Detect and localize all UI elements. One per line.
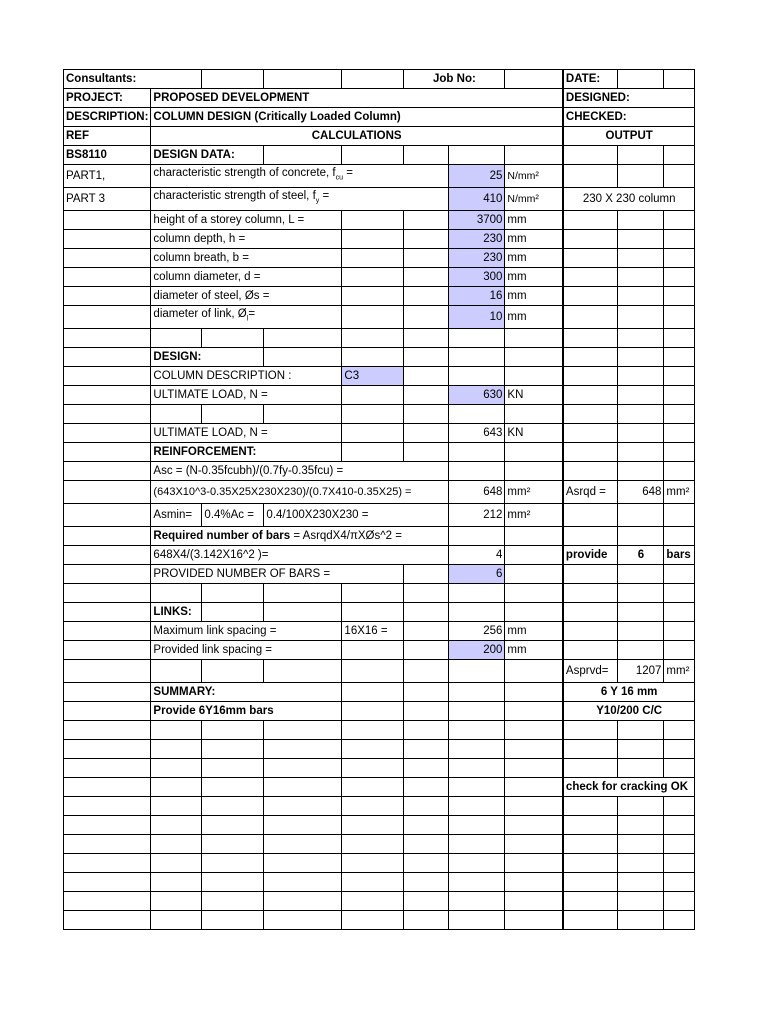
breath-row [64, 249, 695, 268]
ult-load-unit: KN [505, 386, 563, 405]
project-value: PROPOSED DEVELOPMENT [151, 89, 563, 108]
consultants-label: Consultants: [64, 70, 202, 89]
provided-bars-row [64, 565, 695, 584]
asprvd-label: Asprvd= [563, 660, 618, 683]
header-row-2 [64, 89, 695, 108]
max-link-calc: 16X16 = [342, 622, 404, 641]
steel-dia-value[interactable]: 16 [449, 287, 505, 306]
header-row-3 [64, 108, 695, 127]
ult-load2-label: ULTIMATE LOAD, N = [151, 424, 342, 443]
asc-formula-row [64, 462, 695, 481]
date-label: DATE: [563, 70, 618, 89]
asmin-pct: 0.4%Ac = [202, 504, 264, 527]
diameter-value[interactable]: 300 [449, 268, 505, 287]
blank-row [64, 835, 695, 854]
links-title-row [64, 603, 695, 622]
ref-bs8110: BS8110 [64, 146, 151, 165]
link-dia-unit: mm [505, 306, 563, 329]
ult-load2-row [64, 424, 695, 443]
blank-row [64, 911, 695, 930]
blank-row [64, 816, 695, 835]
project-label: PROJECT: [64, 89, 151, 108]
asrqd-value: 648 [618, 481, 664, 504]
col-desc-row [64, 367, 695, 386]
depth-row [64, 230, 695, 249]
asprvd-value: 1207 [618, 660, 664, 683]
depth-value[interactable]: 230 [449, 230, 505, 249]
description-label: DESCRIPTION: [64, 108, 151, 127]
design-data-title-row [64, 146, 695, 165]
design-data-title: DESIGN DATA: [151, 146, 264, 165]
summary-provide: Provide 6Y16mm bars [151, 702, 342, 721]
ult-load-value[interactable]: 630 [449, 386, 505, 405]
provide-label: provide [563, 546, 618, 565]
fcu-label: characteristic strength of concrete, $f_{cu}$ = [151, 165, 449, 188]
fcu-value[interactable]: 25 [449, 165, 505, 188]
column-size-output: 230 X 230 column [563, 188, 695, 211]
max-link-value: 256 [449, 622, 505, 641]
reinforcement-title-row [64, 443, 695, 462]
asrqd-unit: mm² [664, 481, 695, 504]
blank-row [64, 854, 695, 873]
asmin-label: Asmin= [151, 504, 202, 527]
blank-row [64, 740, 695, 759]
cracking-row [64, 778, 695, 797]
asprvd-row [64, 660, 695, 683]
asc-value: 648 [449, 481, 505, 504]
ref-part3: PART 3 [64, 188, 151, 211]
asc-unit: mm² [505, 481, 563, 504]
asc-calc-row [64, 481, 695, 504]
diameter-label: column diameter, d = [151, 268, 342, 287]
height-row [64, 211, 695, 230]
req-bars-row [64, 527, 695, 546]
fy-label: characteristic strength of steel, $f_y$ = [151, 188, 449, 211]
blank-row [64, 759, 695, 778]
provided-bars-label: PROVIDED NUMBER OF BARS = [151, 565, 404, 584]
output-heading: OUTPUT [563, 127, 695, 146]
height-unit: mm [505, 211, 563, 230]
blank-row [64, 797, 695, 816]
ult-load2-value: 643 [449, 424, 505, 443]
prov-link-value[interactable]: 200 [449, 641, 505, 660]
prov-link-row [64, 641, 695, 660]
ref-heading: REF [64, 127, 151, 146]
blank-row [64, 892, 695, 911]
provide-unit: bars [664, 546, 695, 565]
req-bars-label: Required number of bars = AsrqdX4/πXØs^2 = [151, 527, 449, 546]
asmin-row [64, 504, 695, 527]
calculations-heading: CALCULATIONS [151, 127, 563, 146]
prov-link-unit: mm [505, 641, 563, 660]
fcu-unit: N/mm² [505, 165, 563, 188]
asrqd-label: Asrqd = [563, 481, 618, 504]
links-title: LINKS: [151, 603, 202, 622]
breath-label: column breath, b = [151, 249, 342, 268]
steel-dia-row [64, 287, 695, 306]
fy-unit: N/mm² [505, 188, 563, 211]
asc-calc: (643X10^3-0.35X25X230X230)/(0.7X410-0.35X25) = [151, 481, 449, 504]
fcu-row [64, 165, 695, 188]
summary-title-row [64, 683, 695, 702]
ult-load-row [64, 386, 695, 405]
link-dia-value[interactable]: 10 [449, 306, 505, 329]
blank-row [64, 873, 695, 892]
link-dia-label: diameter of link, $Ø_l=$ [151, 306, 342, 329]
diameter-row [64, 268, 695, 287]
ref-part1: PART1, [64, 165, 151, 188]
depth-label: column depth, h = [151, 230, 342, 249]
header-row-1 [64, 70, 695, 89]
checked-label: CHECKED: [563, 108, 695, 127]
asmin-unit: mm² [505, 504, 563, 527]
asprvd-unit: mm² [664, 660, 695, 683]
req-bars-calc: 648X4/(3.142X16^2 )= [151, 546, 449, 565]
breath-unit: mm [505, 249, 563, 268]
max-link-label: Maximum link spacing = [151, 622, 342, 641]
req-bars-value: 4 [449, 546, 505, 565]
blank-row [64, 721, 695, 740]
blank-row [64, 584, 695, 603]
col-desc-value[interactable]: C3 [342, 367, 404, 386]
depth-unit: mm [505, 230, 563, 249]
summary-title: SUMMARY: [151, 683, 342, 702]
job-no-label: Job No: [404, 70, 505, 89]
calculation-sheet [63, 69, 695, 930]
provide-value: 6 [618, 546, 664, 565]
max-link-row [64, 622, 695, 641]
diameter-unit: mm [505, 268, 563, 287]
asmin-calc: 0.4/100X230X230 = [264, 504, 404, 527]
ult-load2-unit: KN [505, 424, 563, 443]
height-label: height of a storey column, L = [151, 211, 342, 230]
header-row-4 [64, 127, 695, 146]
fy-value[interactable]: 410 [449, 188, 505, 211]
summary-provide-row [64, 702, 695, 721]
summary-output-links: Y10/200 C/C [563, 702, 695, 721]
steel-dia-unit: mm [505, 287, 563, 306]
max-link-unit: mm [505, 622, 563, 641]
link-dia-row [64, 306, 695, 329]
ult-load-label: ULTIMATE LOAD, N = [151, 386, 342, 405]
design-title-row [64, 348, 695, 367]
blank-row [64, 329, 695, 348]
asc-formula: Asc = (N-0.35fcubh)/(0.7fy-0.35fcu) = [151, 462, 449, 481]
description-value: COLUMN DESIGN (Critically Loaded Column) [151, 108, 563, 127]
prov-link-label: Provided link spacing = [151, 641, 342, 660]
provided-bars-value[interactable]: 6 [449, 565, 505, 584]
design-title: DESIGN: [151, 348, 264, 367]
req-bars-calc-row [64, 546, 695, 565]
breath-value[interactable]: 230 [449, 249, 505, 268]
asmin-value: 212 [449, 504, 505, 527]
height-value[interactable]: 3700 [449, 211, 505, 230]
cracking-check: check for cracking OK [563, 778, 695, 797]
fy-row [64, 188, 695, 211]
reinforcement-title: REINFORCEMENT: [151, 443, 342, 462]
designed-label: DESIGNED: [563, 89, 695, 108]
col-desc-label: COLUMN DESCRIPTION : [151, 367, 342, 386]
blank-row [64, 405, 695, 424]
summary-output-bars: 6 Y 16 mm [563, 683, 695, 702]
steel-dia-label: diameter of steel, Øs = [151, 287, 342, 306]
